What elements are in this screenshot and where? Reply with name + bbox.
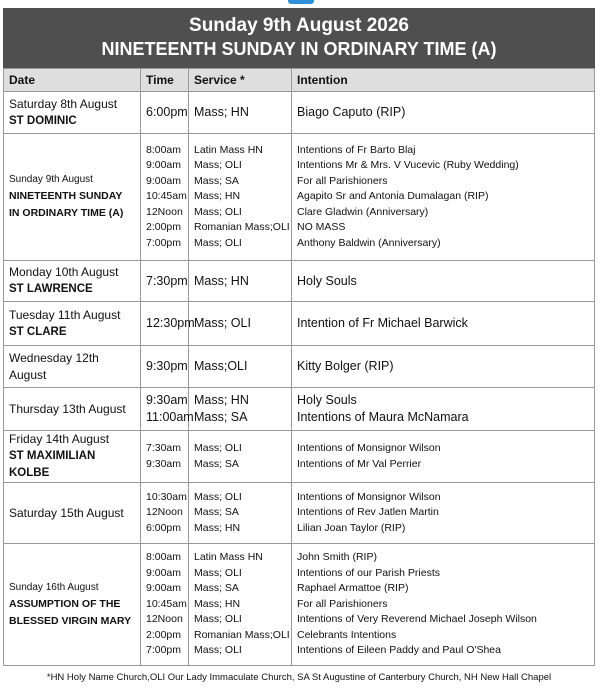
intention-cell xyxy=(292,261,595,302)
intention-entry: NO MASS xyxy=(297,221,346,234)
table-row xyxy=(4,483,595,544)
service-cell xyxy=(189,346,292,388)
service-entry: Mass; OLI xyxy=(194,566,242,579)
day-label: Friday 14th August xyxy=(9,432,110,446)
service-entry: Mass; OLI xyxy=(194,205,242,218)
intention-cell xyxy=(292,302,595,346)
service-entry: Romanian Mass;OLI xyxy=(194,221,290,234)
footer-legend: *HN Holy Name Church,OLI Our Lady Immaculate Church, SA St Augustine of Canterbury Church, NH New Hall Chapel xyxy=(46,672,552,683)
time-entry: 6:00pm xyxy=(146,521,182,534)
service-entry: Mass; HN xyxy=(194,190,241,203)
time-entry: 7:30am xyxy=(146,442,182,454)
intention-entry: Intentions Mr & Mrs. V Vucevic (Ruby Wedding) xyxy=(297,159,519,172)
time-entry: 9:30am xyxy=(146,457,182,470)
feast-label: NINETEENTH SUNDAY IN ORDINARY TIME (A) xyxy=(9,190,124,219)
time-entry: 12Noon xyxy=(146,205,183,218)
date-cell xyxy=(4,431,141,483)
time-entry: 9:30pm xyxy=(146,359,188,373)
time-entry: 2:00pm xyxy=(146,221,182,234)
intention-entry: Agapito Sr and Antonia Dumalagan (RIP) xyxy=(297,190,489,203)
intention-entry: Clare Gladwin (Anniversary) xyxy=(297,205,429,218)
service-entry: Mass; HN xyxy=(194,597,241,610)
time-entry: 7:00pm xyxy=(146,644,182,657)
intention-entry: Biago Caputo (RIP) xyxy=(297,105,406,119)
service-cell xyxy=(189,302,292,346)
intention-entry: John Smith (RIP) xyxy=(297,551,377,564)
time-cell xyxy=(141,544,189,666)
time-entry: 8:00am xyxy=(146,143,182,156)
time-cell xyxy=(141,302,195,346)
service-entry: Mass; SA xyxy=(194,506,239,519)
date-cell xyxy=(4,346,141,388)
day-label: Tuesday 11th August xyxy=(9,307,121,322)
time-entry: 12:30pm xyxy=(146,316,195,330)
day-label: Saturday 15th August xyxy=(9,505,124,520)
service-entry: Mass; SA xyxy=(194,410,248,424)
intention-entry: Intentions of Maura McNamara xyxy=(297,410,469,424)
date-cell xyxy=(4,483,141,544)
service-cell xyxy=(189,388,292,431)
top-edge xyxy=(0,0,600,8)
intention-entry: Lilian Joan Taylor (RIP) xyxy=(297,521,406,534)
service-entry: Mass; OLI xyxy=(194,159,242,172)
schedule-rows xyxy=(4,92,595,666)
service-entry: Mass; HN xyxy=(194,105,249,119)
date-cell xyxy=(4,302,141,346)
time-entry: 12Noon xyxy=(146,506,183,519)
time-cell xyxy=(141,134,189,261)
intention-cell xyxy=(292,134,595,261)
date-cell xyxy=(4,261,141,302)
intention-entry: Intentions of Monsignor Wilson xyxy=(297,490,441,503)
service-entry: Mass; HN xyxy=(194,393,249,407)
mass-schedule-sheet xyxy=(3,8,595,683)
schedule-subtitle: NINETEENTH SUNDAY IN ORDINARY TIME (A) xyxy=(101,39,497,59)
service-entry: Mass; OLI xyxy=(194,316,251,330)
service-cell xyxy=(189,261,292,302)
time-entry: 9:00am xyxy=(146,174,182,187)
service-entry: Mass; SA xyxy=(194,174,239,187)
intention-entry: Intention of Fr Michael Barwick xyxy=(297,316,468,330)
time-entry: 9:00am xyxy=(146,159,182,172)
day-label: Monday 10th August xyxy=(9,265,119,279)
service-cell xyxy=(189,92,292,134)
service-entry: Mass; OLI xyxy=(194,490,242,503)
table-row xyxy=(4,431,595,483)
date-cell xyxy=(4,134,141,261)
intention-cell xyxy=(292,483,595,544)
intention-entry: Holy Souls xyxy=(297,393,357,407)
intention-cell xyxy=(292,388,595,431)
day-label: Wednesday 12th August xyxy=(9,350,99,382)
time-entry: 7:00pm xyxy=(146,236,182,249)
time-cell xyxy=(141,92,189,134)
time-cell xyxy=(141,431,189,483)
intention-entry: Anthony Baldwin (Anniversary) xyxy=(297,236,441,249)
time-entry: 10:45am xyxy=(146,597,187,610)
date-cell xyxy=(4,92,141,134)
feast-label: ST MAXIMILIAN KOLBE xyxy=(9,450,96,479)
feast-label: ST DOMINIC xyxy=(9,114,77,127)
column-header-time: Time xyxy=(141,69,189,92)
service-entry: Latin Mass HN xyxy=(194,143,263,156)
column-header-intention: Intention xyxy=(292,69,595,92)
accent-tab xyxy=(288,0,314,4)
intention-entry: Raphael Armattoe (RIP) xyxy=(297,582,409,595)
column-header-date: Date xyxy=(4,69,141,92)
time-entry: 8:00am xyxy=(146,551,182,564)
intention-entry: Holy Souls xyxy=(297,273,357,288)
service-entry: Mass;OLI xyxy=(194,359,248,373)
table-row xyxy=(4,346,595,388)
intention-entry: For all Parishioners xyxy=(297,174,388,187)
intention-cell xyxy=(292,431,595,483)
time-entry: 9:00am xyxy=(146,566,182,579)
service-cell xyxy=(189,134,292,261)
service-entry: Latin Mass HN xyxy=(194,551,263,564)
intention-cell xyxy=(292,92,595,134)
intention-entry: Intentions of Fr Barto Blaj xyxy=(297,143,416,156)
table-header-row xyxy=(4,69,595,92)
time-entry: 6:00pm xyxy=(146,105,188,119)
intention-entry: Intentions of Eileen Paddy and Paul O'Shea xyxy=(297,644,501,657)
intention-entry: Intentions of our Parish Priests xyxy=(297,566,440,579)
table-row xyxy=(4,92,595,134)
feast-label: ST CLARE xyxy=(9,325,67,338)
schedule-header xyxy=(3,8,595,68)
table-row xyxy=(4,544,595,666)
time-entry: 2:00pm xyxy=(146,628,182,641)
time-entry: 11:00am xyxy=(146,410,194,424)
time-entry: 12Noon xyxy=(146,613,183,626)
table-row xyxy=(4,302,595,346)
day-label: Sunday 9th August xyxy=(9,174,93,185)
feast-label: ST LAWRENCE xyxy=(9,283,93,295)
time-entry: 7:30pm xyxy=(146,273,188,288)
service-entry: Mass; OLI xyxy=(194,613,242,626)
intention-entry: Intentions of Monsignor Wilson xyxy=(297,442,441,454)
time-cell xyxy=(141,483,189,544)
schedule-title: Sunday 9th August 2026 xyxy=(189,15,409,36)
intention-entry: Kitty Bolger (RIP) xyxy=(297,359,394,373)
table-row xyxy=(4,261,595,302)
time-cell xyxy=(141,261,189,302)
date-cell xyxy=(4,544,141,666)
intention-entry: For all Parishioners xyxy=(297,597,388,610)
service-entry: Romanian Mass;OLI xyxy=(194,628,290,641)
day-label: Sunday 16th August xyxy=(9,581,99,593)
day-label: Saturday 8th August xyxy=(9,96,118,111)
table-row xyxy=(4,388,595,431)
time-cell xyxy=(141,388,194,431)
column-header-service: Service * xyxy=(189,69,292,92)
service-cell xyxy=(189,431,292,483)
time-entry: 10:45am xyxy=(146,190,187,203)
service-entry: Mass; OLI xyxy=(194,236,242,249)
intention-entry: Celebrants Intentions xyxy=(297,628,397,641)
time-cell xyxy=(141,346,189,388)
intention-entry: Intentions of Very Reverend Michael Joseph Wilson xyxy=(297,613,537,626)
service-entry: Mass; HN xyxy=(194,521,241,534)
time-entry: 10:30am xyxy=(146,490,187,503)
feast-label: ASSUMPTION OF THE BLESSED VIRGIN MARY xyxy=(9,597,132,627)
intention-entry: Intentions of Mr Val Perrier xyxy=(297,457,422,470)
service-cell xyxy=(189,483,292,544)
service-entry: Mass; OLI xyxy=(194,644,242,657)
table-row xyxy=(4,134,595,261)
schedule-table xyxy=(3,68,595,666)
time-entry: 9:00am xyxy=(146,582,182,595)
intention-cell xyxy=(292,346,595,388)
service-entry: Mass; SA xyxy=(194,457,239,470)
service-entry: Mass; SA xyxy=(194,582,239,595)
intention-cell xyxy=(292,544,595,666)
service-entry: Mass; OLI xyxy=(194,442,242,454)
time-entry: 9:30am xyxy=(146,393,188,407)
service-entry: Mass; HN xyxy=(194,273,249,288)
day-label: Thursday 13th August xyxy=(9,401,126,416)
service-cell xyxy=(189,544,292,666)
date-cell xyxy=(4,388,141,431)
intention-entry: Intentions of Rev Jatlen Martin xyxy=(297,506,439,519)
